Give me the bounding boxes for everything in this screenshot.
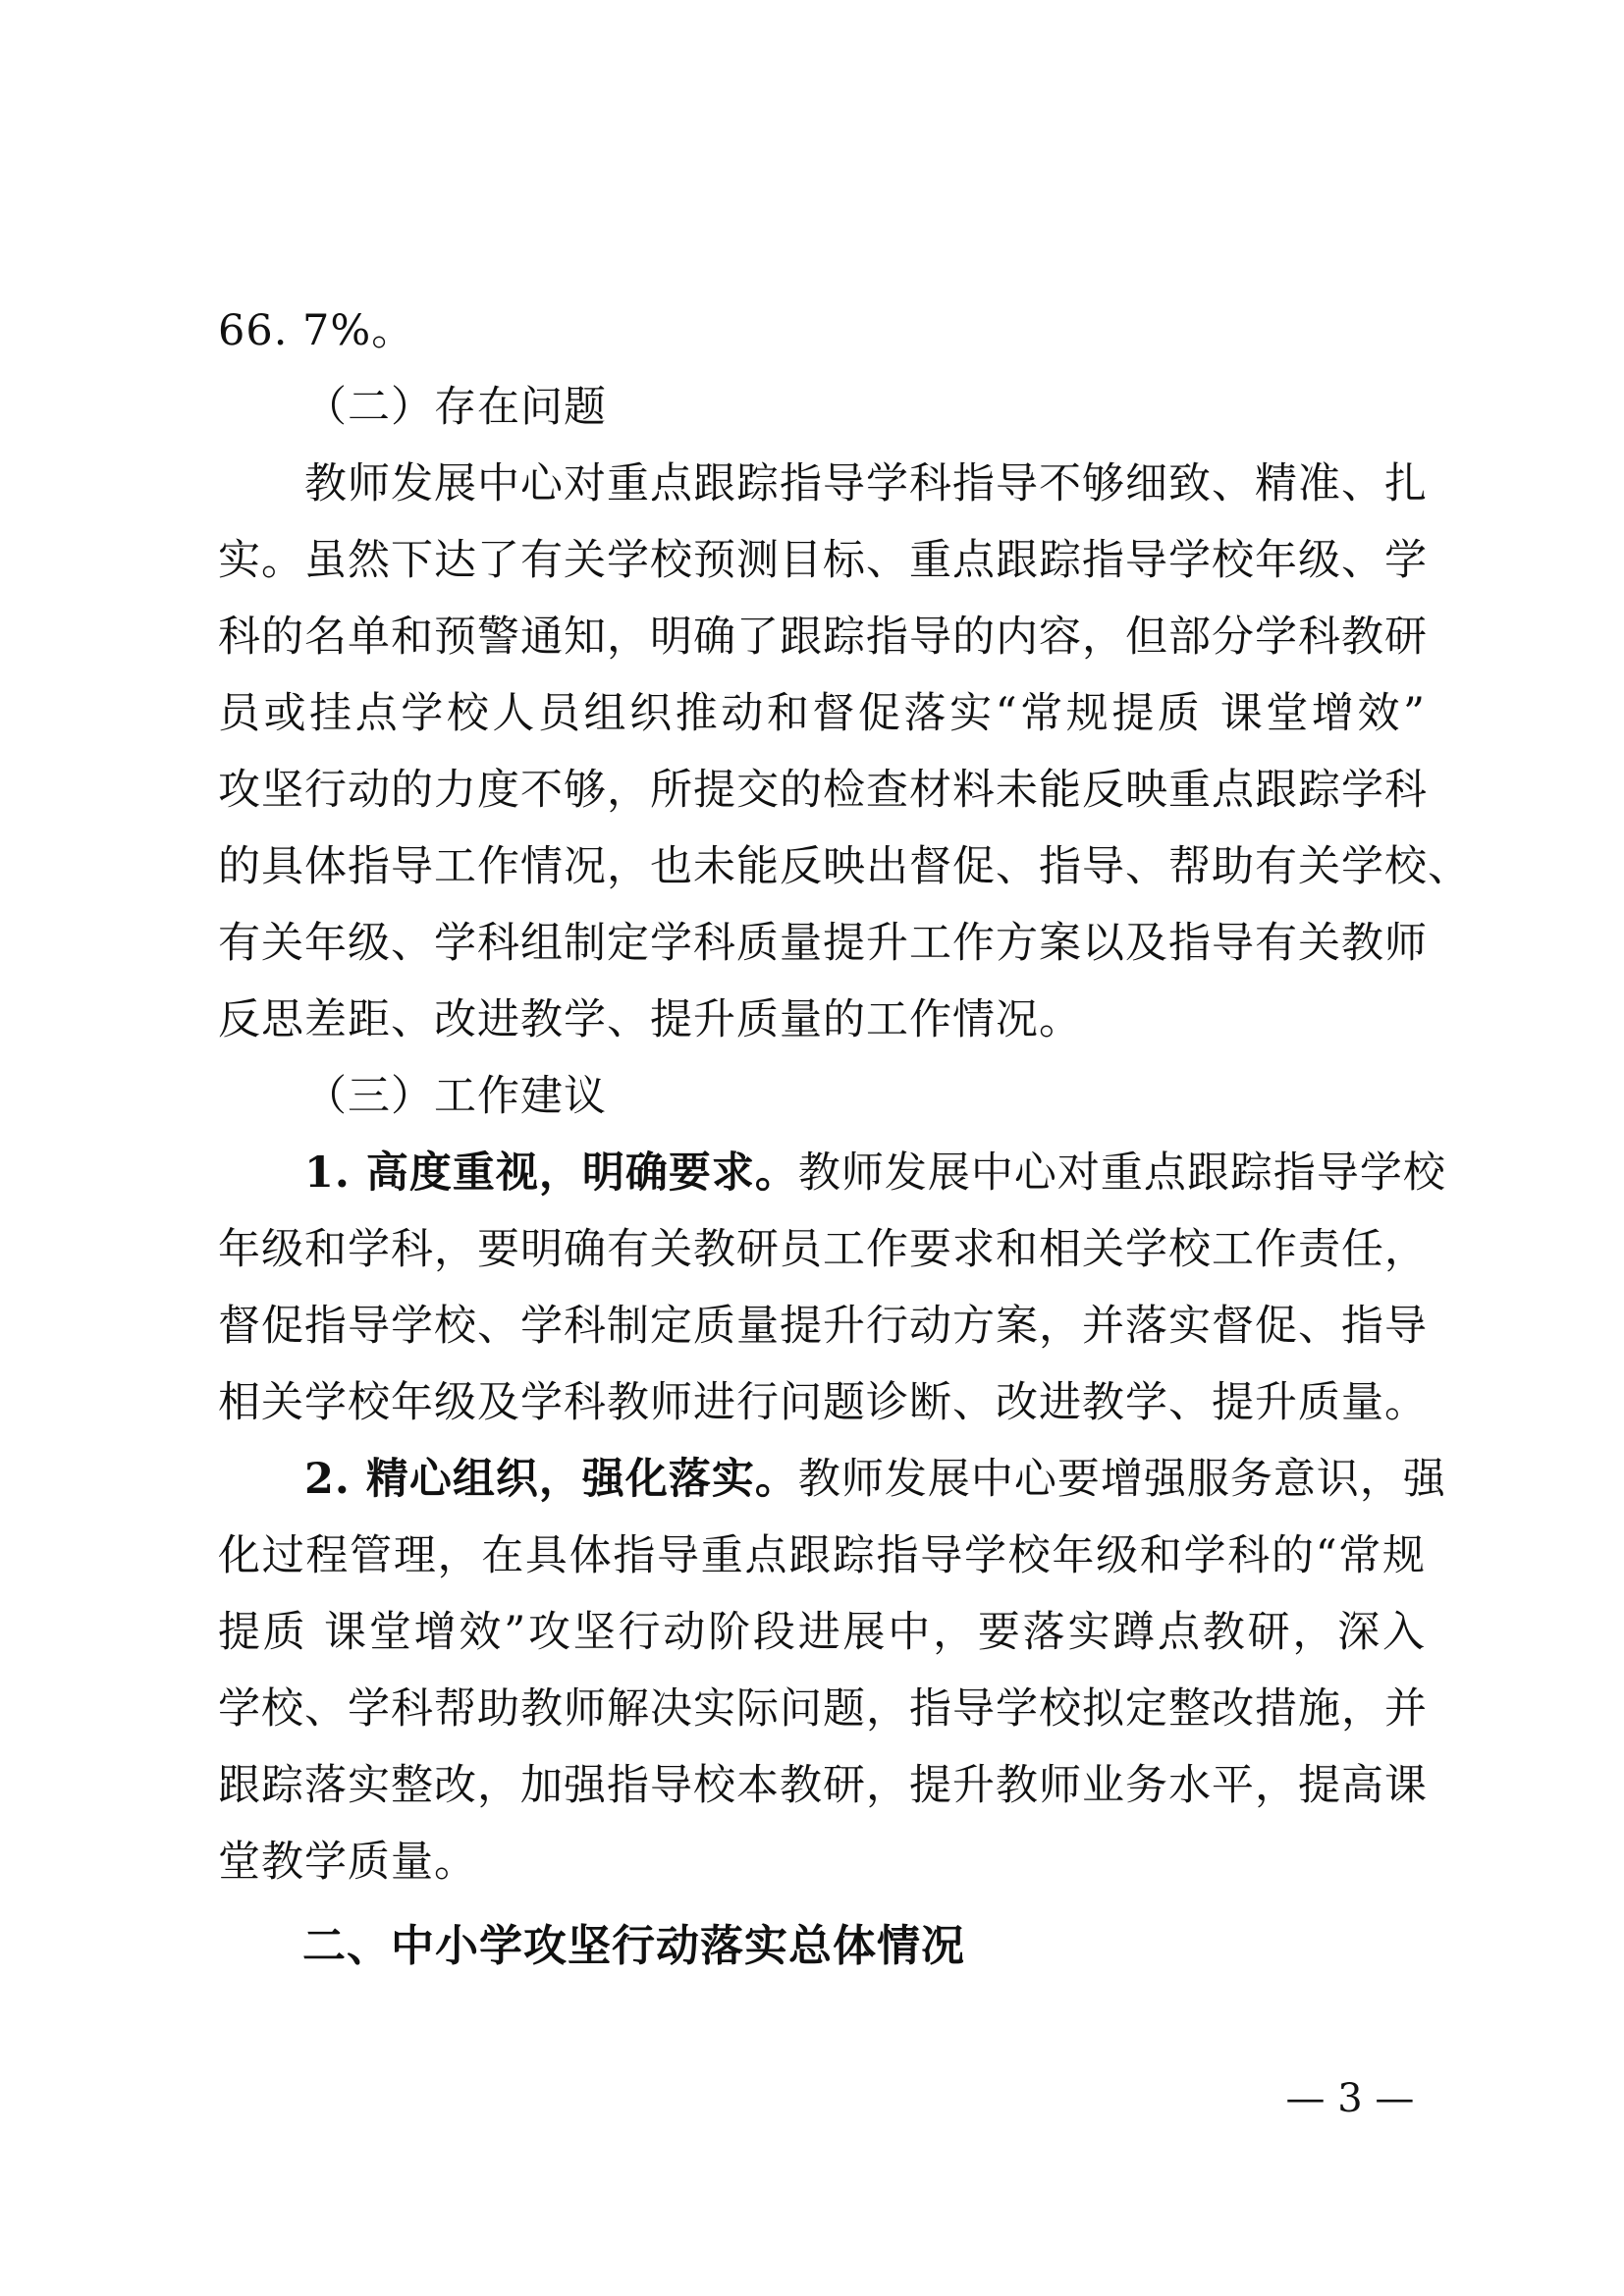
paragraph-line: 提质 课堂增效”攻坚行动阶段进展中，要落实蹲点教研，深入 bbox=[218, 1608, 1426, 1657]
paragraph-line: 跟踪落实整改，加强指导校本教研，提升教师业务水平，提高课 bbox=[218, 1761, 1428, 1810]
paragraph-line: 督促指导学校、学科制定质量提升行动方案，并落实督促、指导 bbox=[218, 1302, 1428, 1351]
paragraph-line: 攻坚行动的力度不够，所提交的检查材料未能反映重点跟踪学科 bbox=[218, 766, 1428, 815]
subsection-title-problems: （二）存在问题 bbox=[304, 383, 607, 432]
suggestion-1-title: 1. 高度重视，明确要求。 bbox=[304, 1148, 798, 1198]
paragraph-line: 学校、学科帮助教师解决实际问题，指导学校拟定整改措施，并 bbox=[218, 1684, 1428, 1734]
paragraph-line: 化过程管理，在具体指导重点跟踪指导学校年级和学科的“常规 bbox=[218, 1531, 1426, 1580]
paragraph-line: 年级和学科，要明确有关教研员工作要求和相关学校工作责任， bbox=[218, 1225, 1428, 1274]
section-heading: 二、中小学攻坚行动落实总体情况 bbox=[302, 1921, 965, 1971]
paragraph-line: 堂教学质量。 bbox=[218, 1838, 477, 1887]
suggestion-2-line bbox=[218, 1441, 1446, 1518]
suggestion-2-title: 2. 精心组织，强化落实。 bbox=[304, 1455, 798, 1504]
document-body bbox=[218, 293, 1471, 1985]
suggestion-2-text: 教师发展中心要增强服务意识，强 bbox=[797, 1455, 1446, 1504]
paragraph-line: 实。虽然下达了有关学校预测目标、重点跟踪指导学校年级、学 bbox=[218, 536, 1428, 585]
paragraph-line: 的具体指导工作情况，也未能反映出督促、指导、帮助有关学校、 bbox=[218, 842, 1471, 891]
paragraph-line: 教师发展中心对重点跟踪指导学科指导不够细致、精准、扎 bbox=[304, 459, 1428, 508]
suggestion-1-text: 教师发展中心对重点跟踪指导学校 bbox=[797, 1148, 1446, 1198]
subsection-title-suggestions: （三）工作建议 bbox=[304, 1072, 607, 1121]
paragraph-line: 科的名单和预警通知，明确了跟踪指导的内容，但部分学科教研 bbox=[218, 613, 1428, 662]
paragraph-line: 相关学校年级及学科教师进行问题诊断、改进教学、提升质量。 bbox=[218, 1378, 1428, 1427]
page-number: — 3 — bbox=[1285, 2076, 1415, 2121]
paragraph-line: 66. 7%。 bbox=[218, 306, 415, 355]
suggestion-1-line bbox=[218, 1135, 1446, 1211]
paragraph-line: 有关年级、学科组制定学科质量提升工作方案以及指导有关教师 bbox=[218, 919, 1428, 968]
paragraph-line: 反思差距、改进教学、提升质量的工作情况。 bbox=[218, 995, 1082, 1044]
paragraph-line: 员或挂点学校人员组织推动和督促落实“常规提质 课堂增效” bbox=[218, 689, 1426, 738]
